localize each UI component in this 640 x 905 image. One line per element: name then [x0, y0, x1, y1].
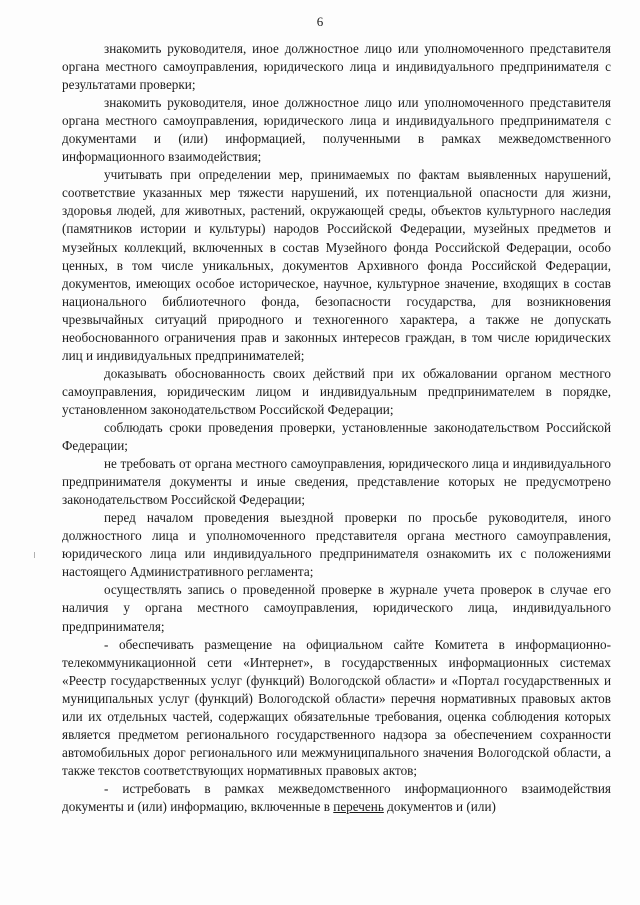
paragraph-observe-deadlines: соблюдать сроки проведения проверки, установленные законодательством Российской Федерации; [62, 419, 611, 454]
paragraph-not-require-documents: не требовать от органа местного самоуправления, юридического лица и индивидуального предпринимателя документы и иные сведения, представление которых не предусмотрено законодательством Российской Федерации; [62, 456, 611, 508]
request-text-start: - истребовать в рамках межведомственного информационного взаимодействия документы и (или) информацию, включенные в [62, 780, 611, 814]
paragraph-publish-acts: - обеспечивать размещение на официальном сайте Комитета в информационно-телекоммуникационной сети «Интернет», в государственных информационных системах «Реестр государственных услуг (функций) Вологодской области» и «Портал государственных и муниципальных услуг (функций) Вологодской области» перечня нормативных правовых актов или их отдельных частей, содержащих обязательные требования, оценка соблюдения которых является предметом регионального государственного надзора за обеспечением сохранности автомобильных дорог регионального или межмуниципального значения Вологодской области, а также текстов соответствующих нормативных правовых актов; [62, 636, 611, 778]
scan-margin-mark [34, 552, 35, 558]
page-number: 6 [316, 14, 324, 29]
paragraph-familiarize-results: знакомить руководителя, иное должностное лицо или уполномоченного представителя органа местного самоуправления, юридического лица и индивидуального предпринимателя с результатами проверки; [62, 41, 611, 93]
request-text-end: документов и (или) [383, 798, 496, 814]
paragraph-journal-record: осуществлять запись о проведенной проверке в журнале учета проверок в случае его наличия у органа местного самоуправления, юридического лица, индивидуального предпринимателя; [62, 582, 611, 634]
list-link[interactable]: перечень [333, 798, 384, 814]
paragraph-acquaint-regulation: перед началом проведения выездной проверки по просьбе руководителя, иного должностного лица и уполномоченного представителя органа местного самоуправления, юридического лица или индивидуального предпринимателя ознакомить их с положениями настоящего Административного регламента; [62, 510, 611, 580]
paragraph-prove-validity: доказывать обоснованность своих действий при их обжаловании органом местного самоуправления, юридическим лицом и индивидуальным предпринимателем в порядке, установленном законодательством Российской Федерации; [62, 365, 611, 417]
paragraph-request-documents [62, 780, 611, 816]
paragraph-consider-measures: учитывать при определении мер, принимаемых по фактам выявленных нарушений, соответствие указанных мер тяжести нарушений, их потенциальной опасности для жизни, здоровья людей, для животных, растений, окружающей среды, объектов культурного наследия (памятников истории и культуры) народов Российской Федерации, музейных предметов и музейных коллекций, включенных в состав Музейного фонда Российской Федерации, особо ценных, в том числе уникальных, документов Архивного фонда Российской Федерации, документов, имеющих особое историческое, научное, культурное значение, входящих в состав национального библиотечного фонда, безопасности государства, для возникновения чрезвычайных ситуаций природного и техногенного характера, а также не допускать необоснованного ограничения прав и законных интересов граждан, в том числе юридических лиц и индивидуальных предпринимателей; [62, 167, 611, 363]
document-body [62, 40, 611, 816]
paragraph-familiarize-documents: знакомить руководителя, иное должностное лицо или уполномоченного представителя органа местного самоуправления, юридического лица и индивидуального предпринимателя с документами и (или) информацией, полученными в рамках межведомственного информационного взаимодействия; [62, 95, 611, 165]
